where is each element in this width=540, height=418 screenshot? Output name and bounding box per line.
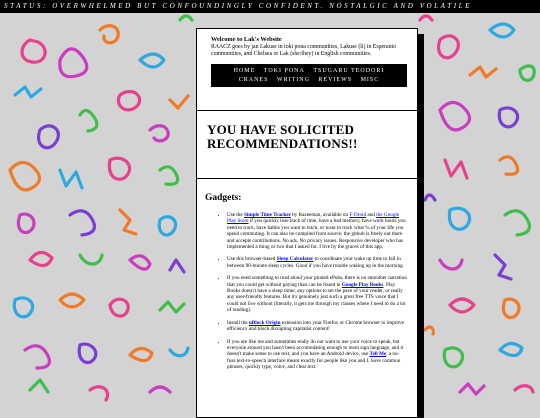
list-item (227, 212, 407, 250)
play-store-link[interactable]: the Google Play Store (227, 212, 400, 225)
list-item (227, 339, 407, 371)
gadgets-list (205, 212, 407, 371)
header-panel (196, 28, 418, 116)
sleep-calculator-link[interactable]: Sleep Calculator (276, 256, 314, 263)
item-text: , a no-fuss text-to-speech interface meant exactly for people like you and I. Save common phrases, quickly type, voice, and clear text. (227, 351, 401, 371)
status-bar (0, 0, 540, 13)
nav-toki-pona[interactable]: TOKI PONA (263, 68, 305, 74)
f-droid-link[interactable]: F-Droid (349, 212, 367, 218)
item-text: Install the (227, 319, 249, 326)
item-text: extension into your Firefox or Chrome browser to improve efficiency and block disrupting capitalist content! (227, 319, 404, 333)
nav-bar (211, 64, 407, 87)
site-title: Welcome to Lak's Website (211, 36, 282, 43)
item-text: if you quickly lose track of time, have a bad memory, have work hours you need to track, have habits you want to track, or want to track what % of your life you spend commuting. It can also be compiled from source; the github is freely out there and accepts contributions. No ads. No privacy issues. Responsive developer who has implemented a thing or two that I asked for. I live by the graces of this app. (227, 218, 406, 251)
item-text: Use this browser-based (227, 256, 277, 263)
banner-panel (196, 110, 418, 188)
ublock-origin-link[interactable]: uBlock Origin (248, 319, 281, 326)
list-item (227, 275, 407, 313)
item-text: Use the (227, 212, 244, 218)
item-text: to coordinate your wake up time to fall in between 90-minute sleep cycles. Good if you have trouble waking up in the morning. (227, 256, 405, 269)
nav-misc[interactable]: MISC (360, 77, 380, 83)
list-item (227, 320, 407, 333)
item-text: . Play Books doesn't have a sleep timer, any options to set the pace of your reader, or really any user-friendly features. But it's genuinely just such a great free TTS voice that I could not live without (literally, it gets me through my classes where I need to do a lot of reading). (227, 281, 406, 314)
nav-reviews[interactable]: REVIEWS (318, 77, 353, 83)
google-play-books-link[interactable]: Google Play Books (341, 281, 384, 288)
list-item (227, 256, 407, 269)
nav-home[interactable]: HOME (233, 68, 256, 74)
page-title: YOU HAVE SOLICITED RECOMMENDATIONS!! (207, 122, 358, 151)
nav-tsugaru-teodori[interactable]: TSUGARU TEODORI (313, 68, 385, 74)
nav-cranes[interactable]: CRANES (238, 77, 269, 83)
tell-me-link[interactable]: Tell Me (369, 351, 387, 358)
gadgets-panel (196, 178, 418, 418)
gadgets-heading: Gadgets: (205, 193, 242, 203)
item-text: If you are like me and sometimes really do not want to use your voice to speak, but everyone around you hasn't been accomodating enough to learn sign language, and it doesn't make sense to use text, and you have an Android device, use (227, 338, 404, 358)
nav-writing[interactable]: WRITING (276, 77, 310, 83)
item-text: and (366, 212, 377, 218)
simple-time-tracker-link[interactable]: Simple Time Tracker (244, 212, 291, 218)
site-description: RAACZ goes by jan Lakuse in toki pona communities, Lakuse (li) in Esperanto communities, and Chelsea or Lak (she/they) in English communities. (211, 44, 396, 57)
item-text: by Razeeman, available on (290, 212, 350, 218)
status-text: STATUS: OVERWHELMED BUT CONFOUNDINGLY CONFIDENT. NOSTALGIC AND VOLATILE (4, 2, 473, 10)
item-text: If you need something to read aloud your pirated ePubs, there is no smoother narration that you could get without paying than can be found in (227, 275, 407, 288)
